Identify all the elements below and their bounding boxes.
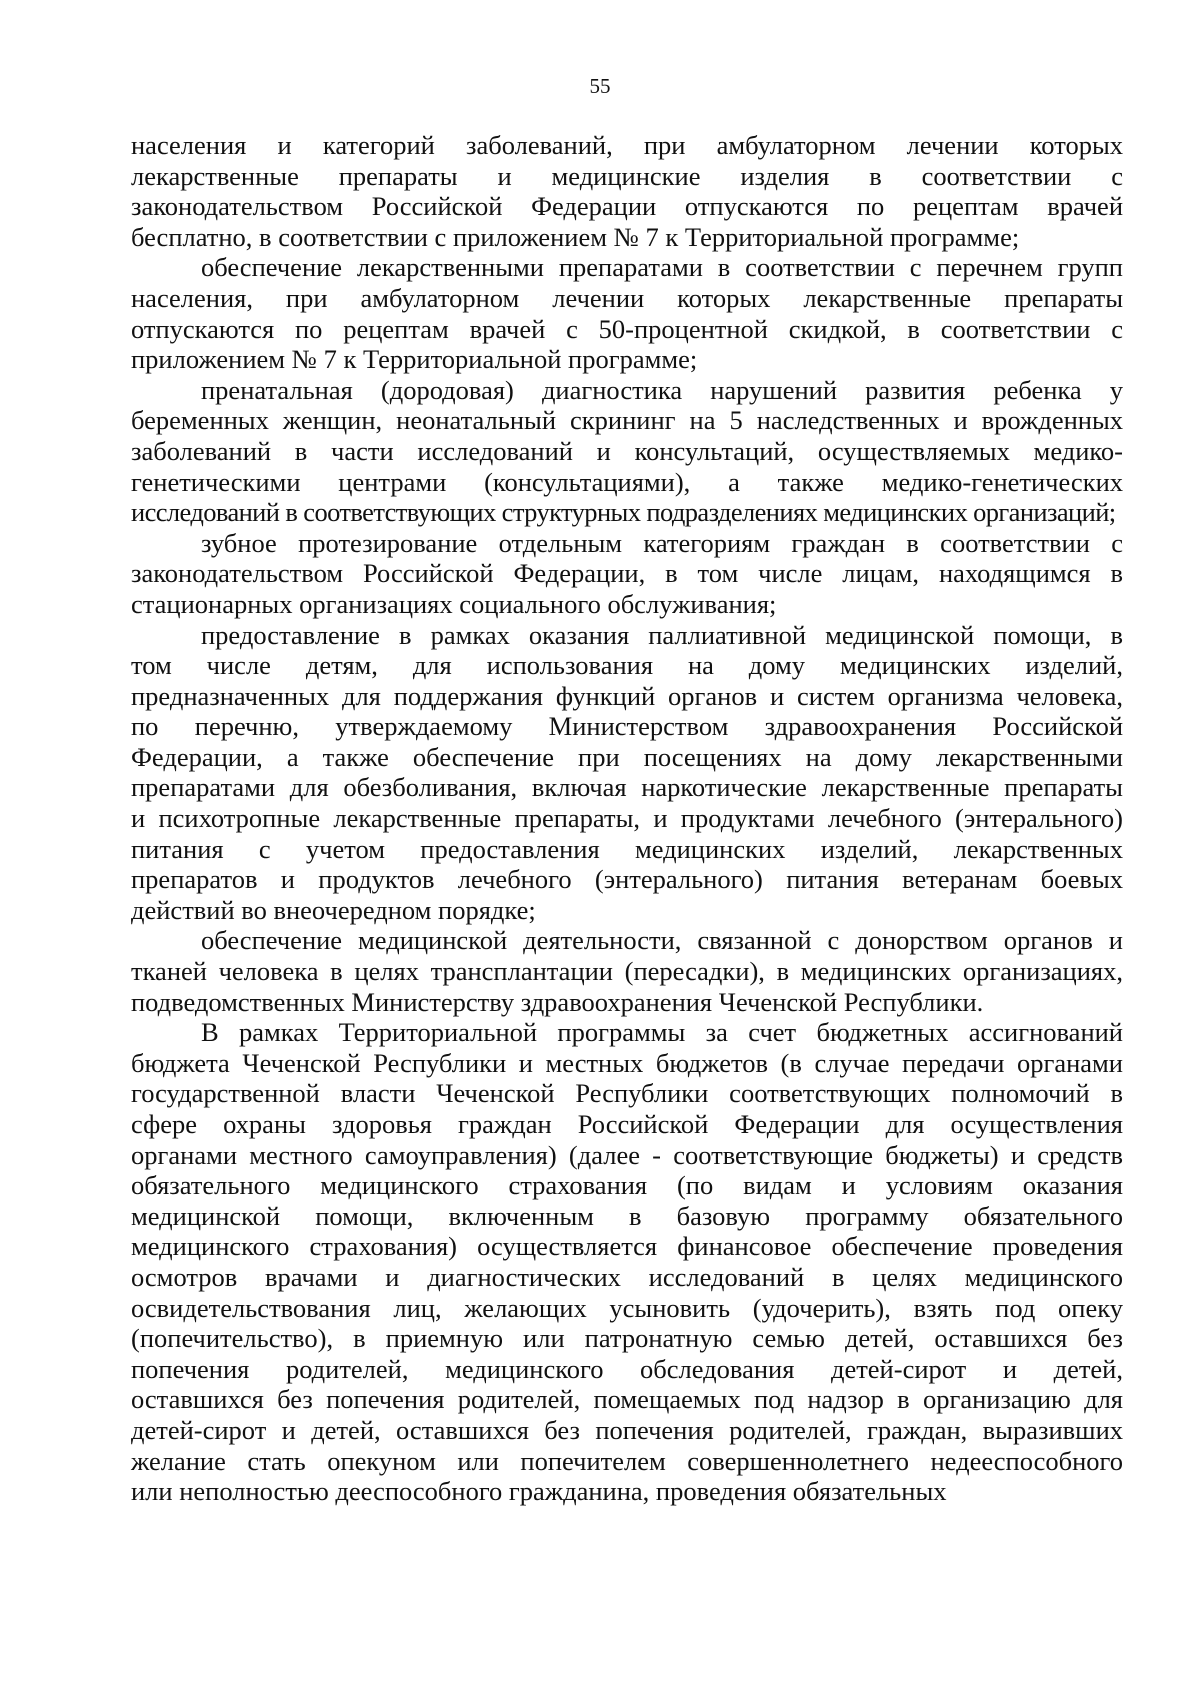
paragraph (131, 620, 1123, 926)
text-line: тканей человека в целях трансплантации (пересадки), в медицинских организациях, (131, 956, 1123, 987)
text-line: населения и категорий заболеваний, при амбулаторном лечении которых (131, 130, 1123, 160)
paragraph (131, 925, 1123, 1017)
text-line: беременных женщин, неонатальный скрининг на 5 наследственных и врожденных (131, 405, 1123, 436)
text-line: населения, при амбулаторном лечении которых лекарственные препараты (131, 282, 1123, 313)
page-number: 55 (589, 74, 611, 98)
text-line: В рамках Территориальной программы за счет бюджетных ассигнований (201, 1017, 1123, 1048)
text-line: сфере охраны здоровья граждан Российской Федерации для осуществления (131, 1109, 1123, 1139)
document-body (131, 130, 1123, 1507)
text-line: питания с учетом предоставления медицинских изделий, лекарственных (131, 833, 1123, 864)
text-line: отпускаются по рецептам врачей с 50-процентной скидкой, в соответствии с (131, 313, 1123, 344)
text-line: по перечню, утверждаемому Министерством здравоохранения Российской (131, 711, 1123, 742)
text-line: государственной власти Чеченской Республики соответствующих полномочий в (131, 1078, 1123, 1109)
text-line: исследований в соответствующих структурных подразделениях медицинских организаций; (131, 497, 1116, 528)
paragraph (131, 375, 1123, 528)
text-line: стационарных организациях социального обслуживания; (131, 588, 777, 619)
text-line: и психотропные лекарственные препараты, и продуктами лечебного (энтерального) (131, 803, 1123, 834)
text-line: законодательством Российской Федерации отпускаются по рецептам врачей (131, 191, 1123, 222)
text-line: бюджета Чеченской Республики и местных бюджетов (в случае передачи органами (131, 1047, 1123, 1078)
text-line: Федерации, а также обеспечение при посещениях на дому лекарственными (131, 741, 1123, 772)
text-line: том числе детям, для использования на дому медицинских изделий, (131, 650, 1123, 681)
text-line: (попечительство), в приемную или патронатную семью детей, оставшихся без (131, 1323, 1123, 1354)
text-line: препаратами для обезболивания, включая наркотические лекарственные препараты (131, 772, 1123, 803)
text-line: обязательного медицинского страхования (по видам и условиям оказания (131, 1170, 1123, 1201)
text-line: детей-сирот и детей, оставшихся без попечения родителей, граждан, выразивших (131, 1414, 1123, 1445)
text-line: действий во внеочередном порядке; (131, 894, 536, 925)
text-line: генетическими центрами (консультациями), а также медико-генетических (131, 466, 1123, 497)
text-line: медицинской помощи, включенным в базовую программу обязательного (131, 1200, 1123, 1231)
paragraph (131, 130, 1123, 252)
text-line: предназначенных для поддержания функций органов и систем организма человека, (131, 680, 1123, 711)
text-line: законодательством Российской Федерации, в том числе лицам, находящимся в (131, 558, 1123, 589)
text-line: обеспечение лекарственными препаратами в соответствии с перечнем групп (201, 252, 1123, 283)
text-line: осмотров врачами и диагностических исследований в целях медицинского (131, 1261, 1123, 1292)
text-line: попечения родителей, медицинского обследования детей-сирот и детей, (131, 1353, 1123, 1384)
paragraph (131, 528, 1123, 620)
text-line: подведомственных Министерству здравоохранения Чеченской Республики. (131, 986, 984, 1017)
text-line: или неполностью дееспособного гражданина, проведения обязательных (131, 1476, 947, 1507)
text-line: обеспечение медицинской деятельности, связанной с донорством органов и (201, 925, 1123, 956)
text-line: желание стать опекуном или попечителем совершеннолетнего недееспособного (131, 1445, 1123, 1476)
text-line: приложением № 7 к Территориальной программе; (131, 344, 698, 375)
text-line: препаратов и продуктов лечебного (энтерального) питания ветеранам боевых (131, 864, 1123, 895)
text-line: органами местного самоуправления) (далее - соответствующие бюджеты) и средств (131, 1139, 1123, 1170)
text-line: зубное протезирование отдельным категориям граждан в соответствии с (201, 527, 1123, 558)
text-line: предоставление в рамках оказания паллиативной медицинской помощи, в (201, 619, 1123, 650)
text-line: заболеваний в части исследований и консультаций, осуществляемых медико- (131, 435, 1123, 466)
paragraph (131, 252, 1123, 374)
text-line: освидетельствования лиц, желающих усыновить (удочерить), взять под опеку (131, 1292, 1123, 1323)
text-line: пренатальная (дородовая) диагностика нарушений развития ребенка у (201, 374, 1123, 405)
text-line: медицинского страхования) осуществляется финансовое обеспечение проведения (131, 1231, 1123, 1262)
text-line: бесплатно, в соответствии с приложением № 7 к Территориальной программе; (131, 221, 1020, 252)
text-line: лекарственные препараты и медицинские изделия в соответствии с (131, 160, 1123, 191)
text-line: оставшихся без попечения родителей, помещаемых под надзор в организацию для (131, 1384, 1123, 1415)
paragraph (131, 1017, 1123, 1507)
